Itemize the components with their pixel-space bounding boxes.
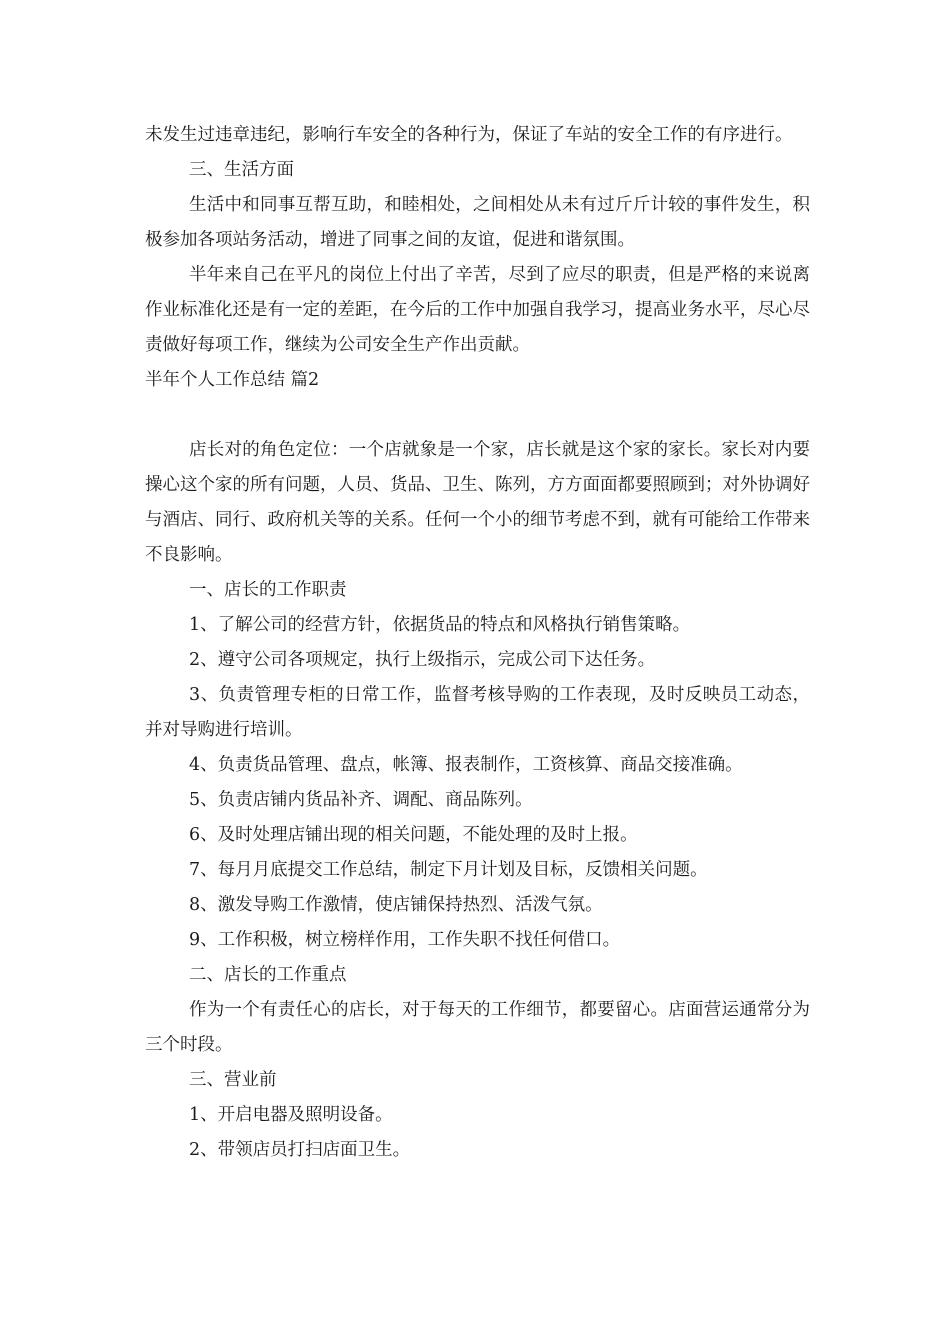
heading-before-business: 三、营业前 — [189, 1070, 277, 1090]
list-item: 1、了解公司的经营方针，依据货品的特点和风格执行销售策略。 — [189, 615, 691, 635]
heading-key-points: 二、店长的工作重点 — [189, 965, 347, 985]
section-title: 半年个人工作总结 篇2 — [145, 370, 320, 390]
list-item: 3、负责管理专柜的日常工作，监督考核导购的工作表现，及时反映员工动态，并对导购进行培训。 — [145, 685, 810, 740]
list-item: 4、负责货品管理、盘点，帐簿、报表制作，工资核算、商品交接准确。 — [189, 755, 743, 775]
list-item: 7、每月月底提交工作总结，制定下月计划及目标，反馈相关问题。 — [189, 860, 708, 880]
heading-duties: 一、店长的工作职责 — [189, 580, 347, 600]
list-item: 6、及时处理店铺出现的相关问题，不能处理的及时上报。 — [189, 825, 638, 845]
paragraph-life: 生活中和同事互帮互助，和睦相处，之间相处从未有过斤斤计较的事件发生，积极参加各项站务活动，增进了同事之间的友谊，促进和谐氛围。 — [145, 195, 810, 250]
list-item: 5、负责店铺内货品补齐、调配、商品陈列。 — [189, 790, 533, 810]
list-item: 8、激发导购工作激情，使店铺保持热烈、活泼气氛。 — [189, 895, 603, 915]
list-item: 2、遵守公司各项规定，执行上级指示，完成公司下达任务。 — [189, 650, 656, 670]
heading-life-aspect: 三、生活方面 — [189, 160, 294, 180]
paragraph-key-points: 作为一个有责任心的店长，对于每天的工作细节，都要留心。店面营运通常分为三个时段。 — [145, 1000, 810, 1055]
list-item: 9、工作积极，树立榜样作用，工作失职不找任何借口。 — [189, 930, 621, 950]
paragraph-manager-role: 店长对的角色定位：一个店就象是一个家，店长就是这个家的家长。家长对内要操心这个家的所有问题，人员、货品、卫生、陈列，方方面面都要照顾到；对外协调好与酒店、同行、政府机关等的关系。任何一个小的细节考虑不到，就有可能给工作带来不良影响。 — [145, 440, 810, 565]
paragraph-1: 未发生过违章违纪，影响行车安全的各种行为，保证了车站的安全工作的有序进行。 — [145, 125, 793, 145]
document-body — [145, 118, 810, 1168]
list-item: 2、带领店员打扫店面卫生。 — [189, 1140, 411, 1160]
paragraph-half-year: 半年来自己在平凡的岗位上付出了辛苦，尽到了应尽的职责，但是严格的来说离作业标准化还是有一定的差距，在今后的工作中加强自我学习，提高业务水平，尽心尽责做好每项工作，继续为公司安全生产作出贡献。 — [145, 265, 810, 355]
list-item: 1、开启电器及照明设备。 — [189, 1105, 393, 1125]
